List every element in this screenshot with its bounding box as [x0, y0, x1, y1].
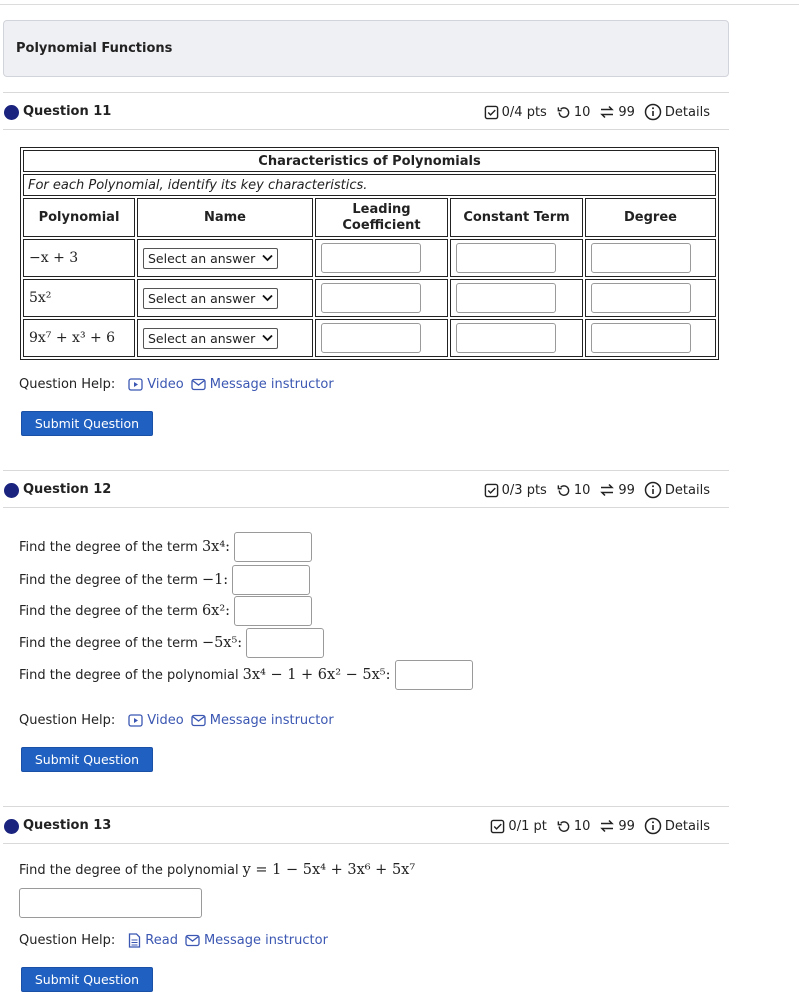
characteristics-table	[20, 147, 719, 360]
video-link[interactable]	[128, 377, 183, 392]
mail-icon	[191, 714, 206, 727]
question-help-label: Question Help:	[19, 933, 116, 948]
score-check-icon	[484, 105, 499, 120]
leading-coefficient-input[interactable]	[321, 323, 421, 353]
attempts: 10	[573, 818, 591, 834]
submit-question-button[interactable]: Submit Question	[21, 411, 153, 436]
table-row	[23, 239, 716, 277]
retries-icon	[599, 104, 615, 120]
info-icon[interactable]	[644, 103, 662, 121]
video-icon	[128, 714, 143, 727]
details-link[interactable]: Details	[664, 104, 710, 120]
video-link-label: Video	[147, 713, 184, 728]
document-icon	[128, 933, 141, 948]
question-text: Find the degree of the term	[19, 635, 198, 651]
select-value: Select an answer	[148, 330, 256, 346]
col-header-degree: Degree	[585, 198, 716, 237]
question-text: Find the degree of the term	[19, 539, 198, 555]
question-text: Find the degree of the polynomial	[19, 862, 239, 878]
message-instructor-label: Message instructor	[203, 933, 328, 948]
status-dot-icon	[4, 819, 19, 834]
score-check-icon	[484, 483, 499, 498]
degree-input[interactable]	[591, 243, 691, 273]
question-line	[19, 565, 310, 595]
math-expression: 3x⁴ − 1 + 6x² − 5x⁵:	[242, 667, 391, 683]
answer-input[interactable]	[234, 596, 312, 626]
math-expression: 3x⁴:	[201, 539, 231, 555]
video-link[interactable]	[128, 713, 183, 728]
question-meta	[490, 817, 719, 835]
top-divider	[0, 4, 799, 5]
select-value: Select an answer	[148, 290, 256, 306]
info-icon[interactable]	[644, 817, 662, 835]
question-title: Question 12	[23, 482, 112, 497]
read-link-label: Read	[145, 933, 178, 948]
message-instructor-label: Message instructor	[209, 377, 334, 392]
degree-input[interactable]	[591, 283, 691, 313]
question-help	[19, 713, 334, 728]
leading-coefficient-input[interactable]	[321, 283, 421, 313]
constant-term-input[interactable]	[456, 323, 556, 353]
name-select[interactable]	[143, 248, 278, 269]
points: 0/1 pt	[508, 818, 547, 834]
question-line	[19, 628, 324, 658]
video-icon	[128, 378, 143, 391]
math-expression: −1:	[201, 572, 229, 588]
info-icon[interactable]	[644, 481, 662, 499]
read-link[interactable]	[128, 933, 178, 948]
degree-input[interactable]	[591, 323, 691, 353]
table-row	[23, 319, 716, 357]
question-13-header	[3, 806, 729, 844]
table-caption: Characteristics of Polynomials	[23, 150, 716, 172]
details-link[interactable]: Details	[664, 818, 710, 834]
chevron-down-icon	[262, 294, 273, 302]
attempts: 10	[573, 104, 591, 120]
polynomial-cell: −x + 3	[23, 239, 135, 277]
question-12-header	[3, 470, 729, 508]
col-header-constant-term: Constant Term	[450, 198, 583, 237]
constant-term-input[interactable]	[456, 283, 556, 313]
question-line	[19, 596, 312, 626]
attempts-undo-icon	[556, 819, 571, 834]
question-line	[19, 532, 312, 562]
question-text: Find the degree of the polynomial	[19, 667, 239, 683]
math-expression: −5x⁵:	[201, 635, 243, 651]
question-help	[19, 933, 328, 948]
polynomial-cell: 5x²	[23, 279, 135, 317]
table-row	[23, 279, 716, 317]
status-dot-icon	[4, 105, 19, 120]
question-line	[19, 660, 473, 690]
math-expression: y = 1 − 5x⁴ + 3x⁶ + 5x⁷	[242, 862, 416, 878]
mail-icon	[185, 934, 200, 947]
leading-coefficient-input[interactable]	[321, 243, 421, 273]
retries-icon	[599, 818, 615, 834]
retries: 99	[618, 818, 635, 834]
answer-input[interactable]	[395, 660, 473, 690]
constant-term-input[interactable]	[456, 243, 556, 273]
page-title: Polynomial Functions	[3, 20, 729, 77]
attempts: 10	[573, 482, 591, 498]
answer-input[interactable]	[232, 565, 310, 595]
name-select[interactable]	[143, 288, 278, 309]
question-line	[19, 862, 415, 878]
question-help	[19, 377, 334, 392]
col-header-polynomial: Polynomial	[23, 198, 135, 237]
score-check-icon	[490, 819, 505, 834]
chevron-down-icon	[262, 334, 273, 342]
answer-input[interactable]	[19, 888, 202, 918]
message-instructor-label: Message instructor	[209, 713, 334, 728]
question-title: Question 11	[23, 104, 112, 119]
question-text: Find the degree of the term	[19, 572, 198, 588]
message-instructor-link[interactable]	[191, 713, 334, 728]
col-header-name: Name	[137, 198, 313, 237]
math-expression: 6x²:	[201, 603, 231, 619]
question-meta	[484, 481, 719, 499]
table-instruction: For each Polynomial, identify its key characteristics.	[23, 174, 716, 196]
retries: 99	[618, 104, 635, 120]
chevron-down-icon	[262, 254, 273, 262]
message-instructor-link[interactable]	[191, 377, 334, 392]
retries: 99	[618, 482, 635, 498]
submit-question-button[interactable]: Submit Question	[21, 747, 153, 772]
attempts-undo-icon	[556, 105, 571, 120]
attempts-undo-icon	[556, 483, 571, 498]
question-11-header	[3, 92, 729, 130]
name-select[interactable]	[143, 328, 278, 349]
question-meta	[484, 103, 719, 121]
answer-input[interactable]	[234, 532, 312, 562]
submit-question-button[interactable]: Submit Question	[21, 967, 153, 992]
answer-input[interactable]	[246, 628, 324, 658]
question-help-label: Question Help:	[19, 377, 116, 392]
status-dot-icon	[4, 483, 19, 498]
col-header-leading-coefficient: Leading Coefficient	[315, 198, 448, 237]
points: 0/4 pts	[501, 104, 547, 120]
question-title: Question 13	[23, 818, 112, 833]
select-value: Select an answer	[148, 250, 256, 266]
message-instructor-link[interactable]	[185, 933, 328, 948]
question-text: Find the degree of the term	[19, 603, 198, 619]
points: 0/3 pts	[501, 482, 547, 498]
polynomial-cell: 9x⁷ + x³ + 6	[23, 319, 135, 357]
question-help-label: Question Help:	[19, 713, 116, 728]
mail-icon	[191, 378, 206, 391]
retries-icon	[599, 482, 615, 498]
details-link[interactable]: Details	[664, 482, 710, 498]
video-link-label: Video	[147, 377, 184, 392]
